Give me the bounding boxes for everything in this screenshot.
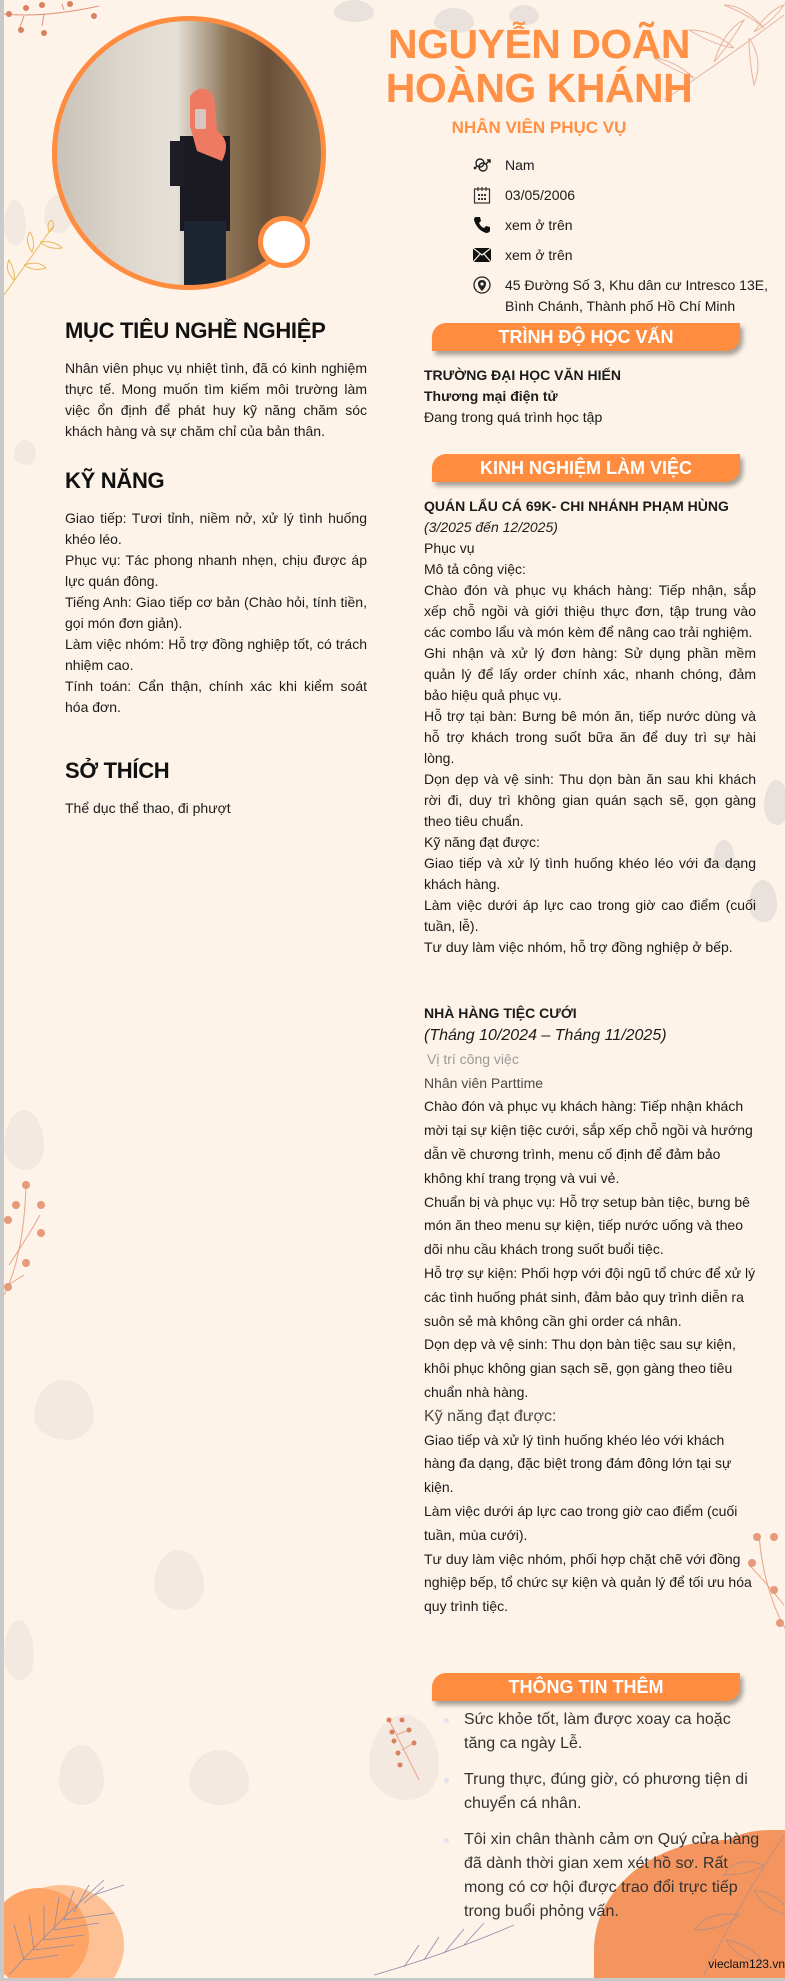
contact-birthday-value: 03/05/2006: [505, 187, 576, 203]
job-duty: Chuẩn bị và phục vụ: Hỗ trợ setup bàn tiệc, bưng bê món ăn theo menu sự kiện, tiếp nước uống và theo dõi nhu cầu khách trong suốt buổi tiệc.: [424, 1193, 750, 1258]
job-duty: Dọn dẹp và vệ sinh: Thu dọn bàn tiệc sau sự kiện, khôi phục không gian sạch sẽ, gọn gàng theo tiêu chuẩn nhà hàng.: [424, 1336, 736, 1400]
job-duty: Hỗ trợ tại bàn: Bưng bê món ăn, tiếp nước dùng và hỗ trợ khách trong suốt bữa ăn để duy trì sự hài lòng.: [424, 708, 756, 766]
cv-page: [4, 0, 785, 1978]
contact-gender: [472, 155, 772, 176]
gender-icon: [472, 155, 492, 175]
name-line-1: NGUYỄN DOÃN: [387, 21, 691, 67]
calendar-icon: [472, 185, 492, 205]
job-duty: Chào đón và phục vụ khách hàng: Tiếp nhận khách mời tại sự kiện tiệc cưới, sắp xếp chỗ ngồi và hướng dẫn về chương trình, menu cố định để đảm bảo không khí trang trọng và vui vẻ.: [424, 1098, 753, 1186]
candidate-name: [369, 22, 709, 110]
skills-title: KỸ NĂNG: [65, 468, 165, 493]
job-position-placeholder: Vị trí công việc: [427, 1050, 519, 1067]
extra-info-item: Trung thực, đúng giờ, có phương tiện di chuyển cá nhân.: [444, 1768, 764, 1816]
objective-text: Nhân viên phục vụ nhiệt tình, đã có kinh nghiệm thực tế. Mong muốn tìm kiếm môi trường làm việc ổn định để phát huy kỹ năng chăm sóc khách hàng và sự chăm chỉ của bản thân.: [65, 360, 367, 439]
job-company: QUÁN LẨU CÁ 69K- CHI NHÁNH PHẠM HÙNG: [424, 498, 729, 514]
education-status: Đang trong quá trình học tập: [424, 409, 603, 425]
hobbies-section: [65, 758, 367, 819]
location-icon: [472, 275, 492, 295]
job-1: [424, 496, 756, 958]
skills-section: [65, 468, 367, 718]
contact-gender-value: Nam: [505, 157, 535, 173]
job-duty: Chào đón và phục vụ khách hàng: Tiếp nhận, sắp xếp chỗ ngồi và giới thiệu thực đơn, tập trung vào các combo lẩu và món kèm để nâng cao trải nghiệm.: [424, 582, 756, 640]
contact-phone: [472, 215, 772, 236]
skill-item: Làm việc nhóm: Hỗ trợ đồng nghiệp tốt, có trách nhiệm cao.: [65, 636, 367, 673]
job-skills-label: Kỹ năng đạt được:: [424, 1407, 557, 1425]
job-company: NHÀ HÀNG TIỆC CƯỚI: [424, 1005, 577, 1021]
skill-item: Phục vụ: Tác phong nhanh nhẹn, chịu được áp lực quán đông.: [65, 552, 367, 589]
job-duty: Dọn dẹp và vệ sinh: Thu dọn bàn ăn sau khi khách rời đi, duy trì không gian quán sạch sẽ, gọn gàng theo tiêu chuẩn.: [424, 771, 756, 829]
contact-address: [472, 275, 772, 323]
experience-banner: KINH NGHIỆM LÀM VIỆC: [432, 454, 740, 482]
person-silhouette: [162, 71, 242, 290]
contact-phone-value: xem ở trên: [505, 217, 573, 233]
education-section: [424, 365, 756, 428]
major: Thương mại điện tử: [424, 388, 558, 404]
left-column: [65, 318, 367, 845]
objective-section: [65, 318, 367, 442]
skill-item: Tính toán: Cẩn thận, chính xác khi kiểm soát hóa đơn.: [65, 678, 367, 715]
skill-item: Giao tiếp: Tươi tỉnh, niềm nở, xử lý tình huống khéo léo.: [65, 510, 367, 547]
phone-icon: [472, 215, 492, 235]
job-skill: Tư duy làm việc nhóm, phối hợp chặt chẽ với đồng nghiệp bếp, tổ chức sự kiện và quản lý để tối ưu hóa quy trình tiệc.: [424, 1550, 752, 1615]
extra-info-list: [444, 1708, 764, 1936]
job-duty: Ghi nhận và xử lý đơn hàng: Sử dụng phần mềm quản lý để lấy order chính xác, nhanh chóng, đảm bảo hiệu quả phục vụ.: [424, 645, 756, 703]
hobbies-text: Thể dục thể thao, đi phượt: [65, 800, 231, 816]
skill-item: Tiếng Anh: Giao tiếp cơ bản (Chào hỏi, tính tiền, gọi món đơn giản).: [65, 594, 367, 631]
contact-email-value: xem ở trên: [505, 247, 573, 263]
extra-info-item: Tôi xin chân thành cảm ơn Quý cửa hàng đã dành thời gian xem xét hồ sơ. Rất mong có cơ hội được trao đổi trực tiếp trong buổi phỏng vấn.: [444, 1828, 764, 1924]
job-position: Nhân viên Parttime: [424, 1074, 544, 1091]
footer-brand: vieclam123.vn: [708, 1957, 785, 1971]
objective-title: MỤC TIÊU NGHỀ NGHIỆP: [65, 318, 326, 343]
contact-list: [472, 155, 772, 332]
contact-email: [472, 245, 772, 266]
job-duty: Hỗ trợ sự kiện: Phối hợp với đội ngũ tổ chức để xử lý các tình huống phát sinh, đảm bảo quy trình diễn ra suôn sẻ mà không cần ghi order cá nhân.: [424, 1264, 756, 1329]
avatar-status-badge: [258, 216, 310, 268]
job-position: Phục vụ: [424, 540, 475, 556]
job-skill: Giao tiếp và xử lý tình huống khéo léo với khách hàng đa dạng, đặc biệt trong đám đông lớn tại sự kiện.: [424, 1431, 732, 1496]
education-banner: TRÌNH ĐỘ HỌC VẤN: [432, 323, 740, 351]
name-line-2: HOÀNG KHÁNH: [385, 65, 693, 111]
job-period: (3/2025 đến 12/2025): [424, 519, 558, 535]
school-name: TRƯỜNG ĐẠI HỌC VĂN HIẾN: [424, 367, 622, 383]
job-title: NHÂN VIÊN PHỤC VỤ: [451, 118, 627, 137]
job-skill: Giao tiếp và xử lý tình huống khéo léo với đa dạng khách hàng.: [424, 855, 756, 892]
job-skill: Làm việc dưới áp lực cao trong giờ cao điểm (cuối tuần, mùa cưới).: [424, 1502, 738, 1543]
job-period: (Tháng 10/2024 – Tháng 11/2025): [424, 1027, 667, 1044]
mail-icon: [472, 245, 492, 265]
hobbies-title: SỞ THÍCH: [65, 758, 170, 783]
job-skill: Tư duy làm việc nhóm, hỗ trợ đồng nghiệp ở bếp.: [424, 939, 733, 955]
job-desc-label: Mô tả công việc:: [424, 561, 526, 577]
job-2: [424, 1003, 756, 1619]
job-skill: Làm việc dưới áp lực cao trong giờ cao điểm (cuối tuần, lễ).: [424, 897, 756, 934]
contact-address-value: 45 Đường Số 3, Khu dân cư Intresco 13E, Bình Chánh, Thành phố Hồ Chí Minh: [505, 277, 768, 314]
extra-info-banner: THÔNG TIN THÊM: [432, 1673, 740, 1701]
extra-info-item: Sức khỏe tốt, làm được xoay ca hoặc tăng ca ngày Lễ.: [444, 1708, 764, 1756]
job-skills-label: Kỹ năng đạt được:: [424, 834, 540, 850]
contact-birthday: [472, 185, 772, 206]
